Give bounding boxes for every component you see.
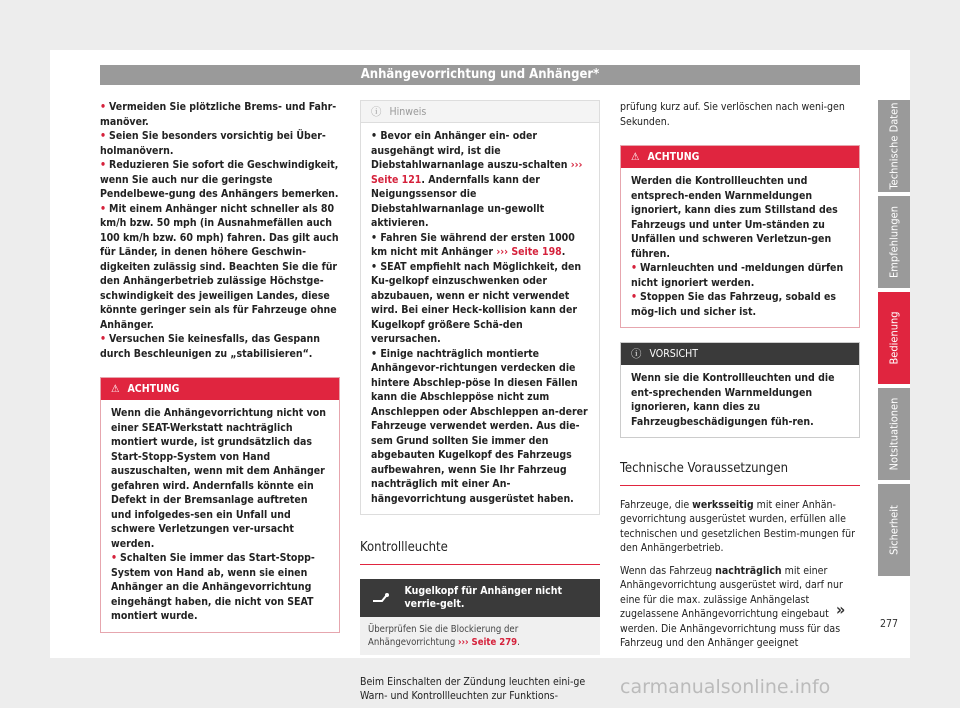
tab-technische-daten[interactable]: Technische Daten: [878, 100, 910, 192]
note-header: ⓘ Hinweis: [361, 101, 599, 123]
list-item: • Mit einem Anhänger nicht schneller als 80 km/h bzw. 50 mph (in Ausnahmefällen auch 100 km/h bzw. 60 mph) fahren. Das gilt auch für Länder, in denen höhere Geschwin-digkeiten zulässig sind. Beachten Sie die für den Anhängerbetrieb zulässige Höchstge-schwindigkeit des jeweiligen Landes, diese könnte geringer sein als für Fahrzeuge ohne Anhänger.: [100, 202, 339, 331]
warning-triangle-icon: ⚠: [111, 383, 120, 395]
paragraph: prüfung kurz auf. Sie verlöschen nach weni-gen Sekunden.: [620, 101, 845, 128]
caution-circle-icon: ⓘ: [631, 348, 642, 360]
warning-header: ⚠ ACHTUNG: [101, 378, 339, 400]
warning-box: [100, 377, 340, 633]
list-item: • Bevor ein Anhänger ein- oder ausgehängt wird, ist die Diebstahlwarnanlage auszu-schalten ››› Seite 121. Andernfalls kann der Neigungssensor die Diebstahlwarnanlage un-gewollt aktivieren.: [371, 130, 583, 229]
section-title-technische-voraussetzungen: Technische Voraussetzungen: [620, 462, 860, 486]
page-number: 277: [880, 618, 899, 630]
list-item: • Seien Sie besonders vorsichtig bei Über-holmanövern.: [100, 130, 326, 157]
list-item: • Schalten Sie immer das Start-Stopp-System von Hand ab, wenn sie einen Anhänger an die Anhängevorrichtung eingehängt haben, die nicht von SEAT montiert wurde.: [111, 552, 315, 622]
indicator-text: Kugelkopf für Anhänger nicht verrie-gelt.: [404, 584, 562, 610]
page-header: Anhängevorrichtung und Anhänger*: [100, 65, 860, 85]
tab-notsituationen[interactable]: Notsituationen: [878, 388, 910, 480]
watermark: carmanualsonline.info: [620, 676, 831, 698]
page-link[interactable]: ››› Seite 198: [496, 246, 562, 258]
page-link[interactable]: ››› Seite 279: [458, 636, 518, 648]
warning-text: Wenn die Anhängevorrichtung nicht von einer SEAT-Werkstatt nachträglich montiert wurde, ist grundsätzlich das Start-Stopp-System von Hand auszuschalten, wenn mit dem Anhänger gefahren wird. Andernfalls könnte ein Defekt in der Bremsanlage auftreten und infolgedes-sen ein Unfall und schwere Verletzungen ver-ursacht werden.: [111, 407, 326, 550]
section-title-kontrollleuchte: Kontrollleuchte: [360, 541, 600, 565]
warning-text: Werden die Kontrollleuchten und entsprech-enden Warnmeldungen ignoriert, kann dies zum Stillstand des Fahrzeugs und unter Um-ständen zu Unfällen und schweren Verletzun-gen führen.: [631, 175, 838, 260]
column-3: [620, 100, 860, 659]
paragraph: Beim Einschalten der Zündung leuchten eini-ge Warn- und Kontrollleuchten zur Funktions-: [360, 675, 586, 702]
paragraph: Fahrzeuge, die werksseitig mit einer Anhän-gevorrichtung ausgerüstet wurden, erfüllen alle technischen und gesetzlichen Bestim-mungen für den Anhängerbetrieb.: [620, 498, 855, 554]
body-text: [620, 498, 860, 651]
tab-empfehlungen[interactable]: Empfehlungen: [878, 196, 910, 288]
indicator-row: [360, 579, 600, 617]
chapter-tabs: [878, 100, 910, 580]
list-item: • SEAT empfiehlt nach Möglichkeit, den Ku-gelkopf einzuschwenken oder abzubauen, wenn er nicht verwendet wird. Bei einer Heck-kollision kann der Kugelkopf größere Schä-den verursachen.: [371, 260, 582, 345]
list-item: • Vermeiden Sie plötzliche Brems- und Fahr-manöver.: [100, 101, 337, 128]
caution-body: Wenn sie die Kontrollleuchten und die ent-sprechenden Warnmeldungen ignorieren, kann dies zu Fahrzeugbeschädigungen füh-ren.: [631, 372, 835, 428]
list-item: • Einige nachträglich montierte Anhängevor-richtungen verdecken die hintere Abschlep-pöse In diesen Fällen kann die Abschleppöse nicht zum Anschleppen oder Abschleppen an-derer Fahrzeuge verwendet werden. Aus die-sem Grund sollten Sie immer den abgebauten Kugelkopf des Fahrzeugs aufbewahren, wenn Sie Ihr Fahrzeug nachträglich mit einer An-hängevorrichtung ausgerüstet haben.: [371, 347, 588, 505]
list-item: • Reduzieren Sie sofort die Geschwindigkeit, wenn Sie auch nur die geringste Pendelbewe-gung des Anhängers bemerken.: [100, 159, 339, 200]
indicator-table: [360, 579, 600, 655]
column-1: [100, 100, 340, 633]
page-link[interactable]: ››› Seite 121: [371, 159, 583, 186]
list-item: • Stoppen Sie das Fahrzeug, sobald es mög-lich und sicher ist.: [631, 291, 837, 318]
warning-body: [101, 400, 339, 632]
paragraph: Wenn das Fahrzeug nachträglich mit einer Anhängevorrichtung ausgerüstet wird, darf nur eine für die max. zulässige Anhängelast zugelassene Anhängevorrichtung eingebaut werden. Die Anhängevorrichtung muss für das Fahrzeug und den Anhänger geeignet: [620, 564, 843, 649]
warning-triangle-icon: ⚠: [631, 151, 640, 163]
list-item: • Warnleuchten und -meldungen dürfen nicht ignoriert werden.: [631, 262, 844, 289]
warning-body: [621, 168, 859, 327]
bullet-list: [100, 100, 340, 361]
continued-symbol: »: [836, 600, 846, 619]
warning-box: [620, 145, 860, 328]
warning-header: ⚠ ACHTUNG: [621, 146, 859, 168]
column-2: [360, 100, 600, 704]
note-body: [361, 123, 599, 514]
note-box: [360, 100, 600, 515]
tab-bedienung[interactable]: Bedienung: [878, 292, 910, 384]
caution-box: [620, 342, 860, 438]
info-icon: ⓘ: [371, 106, 382, 118]
indicator-description: Überprüfen Sie die Blockierung der Anhängevorrichtung ››› Seite 279.: [360, 617, 600, 655]
list-item: • Fahren Sie während der ersten 1000 km nicht mit Anhänger ››› Seite 198.: [371, 231, 575, 258]
tab-sicherheit[interactable]: Sicherheit: [878, 484, 910, 576]
caution-header: ⓘ VORSICHT: [621, 343, 859, 365]
list-item: • Versuchen Sie keinesfalls, das Gespann durch Beschleunigen zu „stabilisieren“.: [100, 333, 320, 360]
towbar-ball-icon: [360, 592, 403, 604]
